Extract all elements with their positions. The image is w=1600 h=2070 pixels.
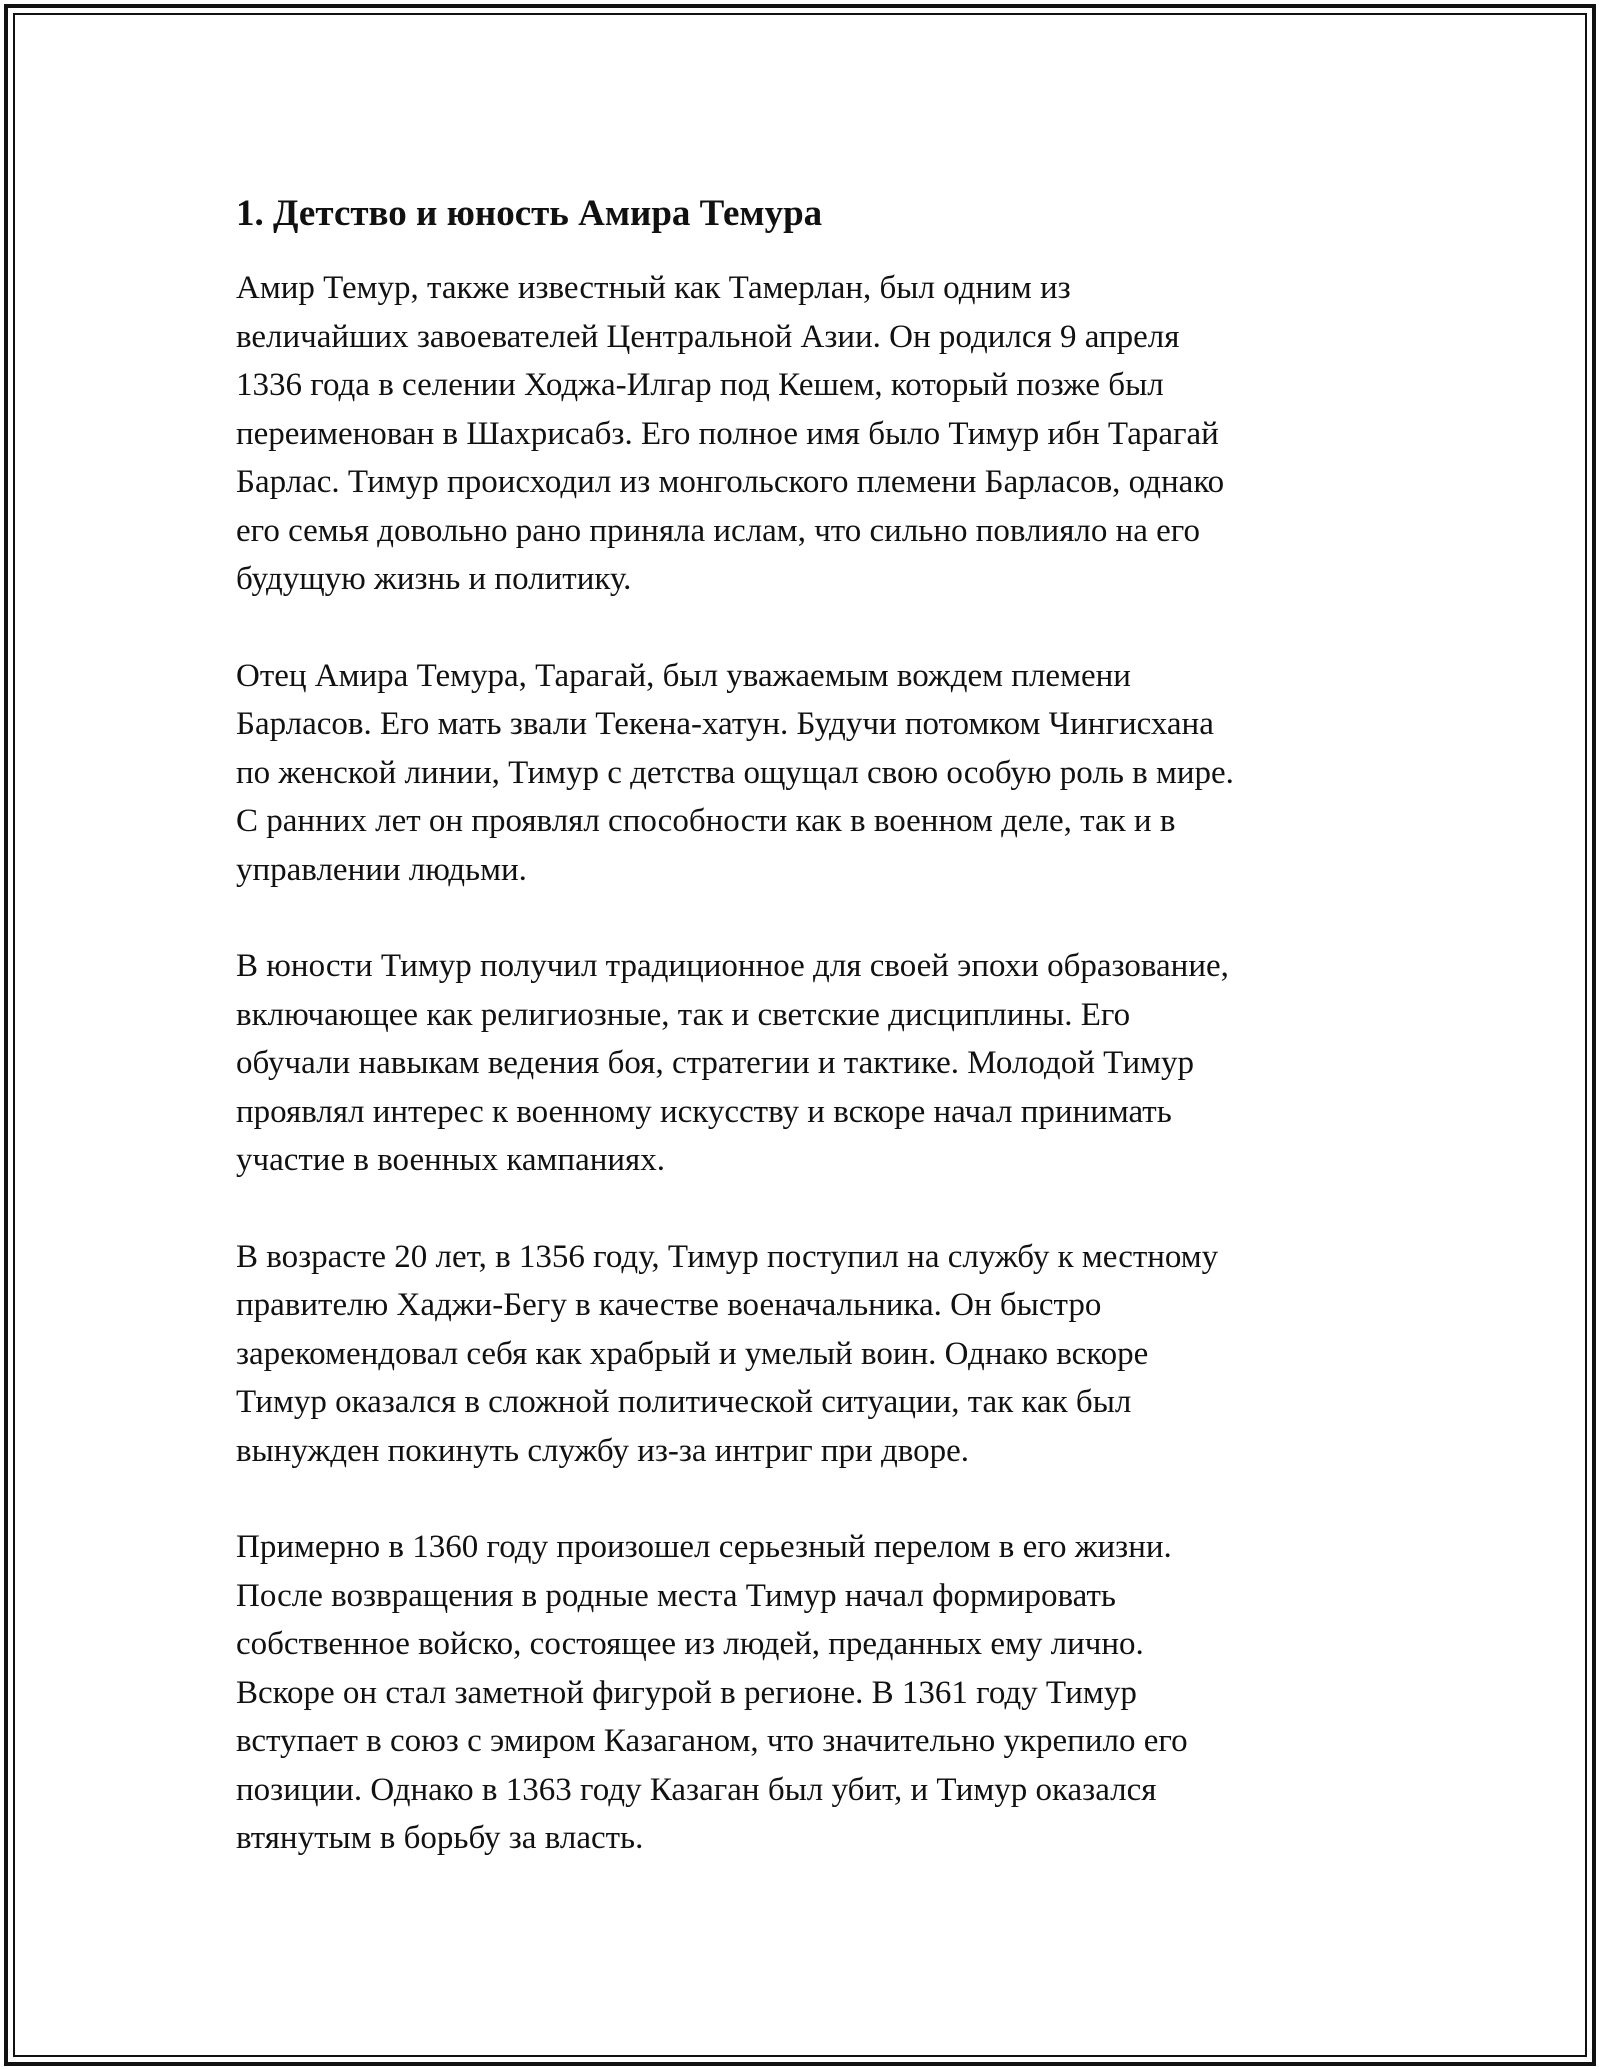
paragraph-line: Барлас. Тимур происходил из монгольского племени Барласов, однако [236, 464, 1225, 500]
paragraph-line: его семья довольно рано приняла ислам, что сильно повлияло на его [236, 512, 1201, 549]
paragraph-line: участие в военных кампаниях. [236, 1142, 665, 1178]
paragraph-line: переименован в Шахрисабз. Его полное имя было Тимур ибн Тарагай [236, 415, 1219, 452]
paragraph-line: С ранних лет он проявлял способности как в военном деле, так и в [236, 803, 1176, 839]
section-title: 1. Детство и юность Амира Темура [236, 193, 823, 234]
paragraph-5 [236, 1523, 1356, 1863]
paragraph-line: проявлял интерес к военному искусству и вскоре начал принимать [236, 1093, 1172, 1130]
paragraph-line: После возвращения в родные места Тимур начал формировать [236, 1577, 1116, 1614]
paragraph-line: Вскоре он стал заметной фигурой в регионе. В 1361 году Тимур [236, 1674, 1137, 1711]
paragraph-3 [236, 942, 1356, 1185]
paragraph-line: втянутым в борьбу за власть. [236, 1820, 644, 1856]
paragraph-1 [236, 264, 1356, 604]
paragraph-4 [236, 1233, 1356, 1476]
paragraph-line: управлении людьми. [236, 851, 527, 888]
paragraph-line: величайших завоевателей Центральной Азии. Он родился 9 апреля [236, 318, 1180, 355]
paragraph-line: собственное войско, состоящее из людей, преданных ему лично. [236, 1626, 1144, 1662]
document-body [236, 186, 1356, 1911]
paragraph-line: вынужден покинуть службу из-за интриг при дворе. [236, 1432, 970, 1469]
paragraph-line: Барласов. Его мать звали Текена-хатун. Будучи потомком Чингисхана [236, 706, 1214, 742]
paragraph-line: В возрасте 20 лет, в 1356 году, Тимур поступил на службу к местному [236, 1238, 1219, 1275]
paragraph-line: Амир Темур, также известный как Тамерлан, был одним из [236, 270, 1071, 306]
paragraph-line: Тимур оказался в сложной политической ситуации, так как был [236, 1384, 1132, 1420]
paragraph-line: по женской линии, Тимур с детства ощущал свою особую роль в мире. [236, 754, 1234, 791]
paragraph-line: Примерно в 1360 году произошел серьезный перелом в его жизни. [236, 1529, 1172, 1565]
paragraph-line: позиции. Однако в 1363 году Казаган был убит, и Тимур оказался [236, 1771, 1157, 1808]
paragraph-line: 1336 года в селении Ходжа-Илгар под Кешем, который позже был [236, 367, 1164, 403]
paragraph-line: правителю Хаджи-Бегу в качестве военачальника. Он быстро [236, 1287, 1102, 1323]
paragraph-line: обучали навыкам ведения боя, стратегии и тактике. Молодой Тимур [236, 1045, 1194, 1081]
paragraph-line: В юности Тимур получил традиционное для своей эпохи образование, [236, 948, 1229, 984]
paragraph-2 [236, 652, 1356, 895]
paragraph-line: Отец Амира Темура, Тарагай, был уважаемым вождем племени [236, 657, 1131, 694]
paragraph-line: вступает в союз с эмиром Казаганом, что значительно укрепило его [236, 1723, 1188, 1759]
paragraph-line: зарекомендовал себя как храбрый и умелый воин. Однако вскоре [236, 1335, 1149, 1372]
paragraph-line: будущую жизнь и политику. [236, 561, 632, 597]
paragraph-line: включающее как религиозные, так и светские дисциплины. Его [236, 996, 1131, 1033]
